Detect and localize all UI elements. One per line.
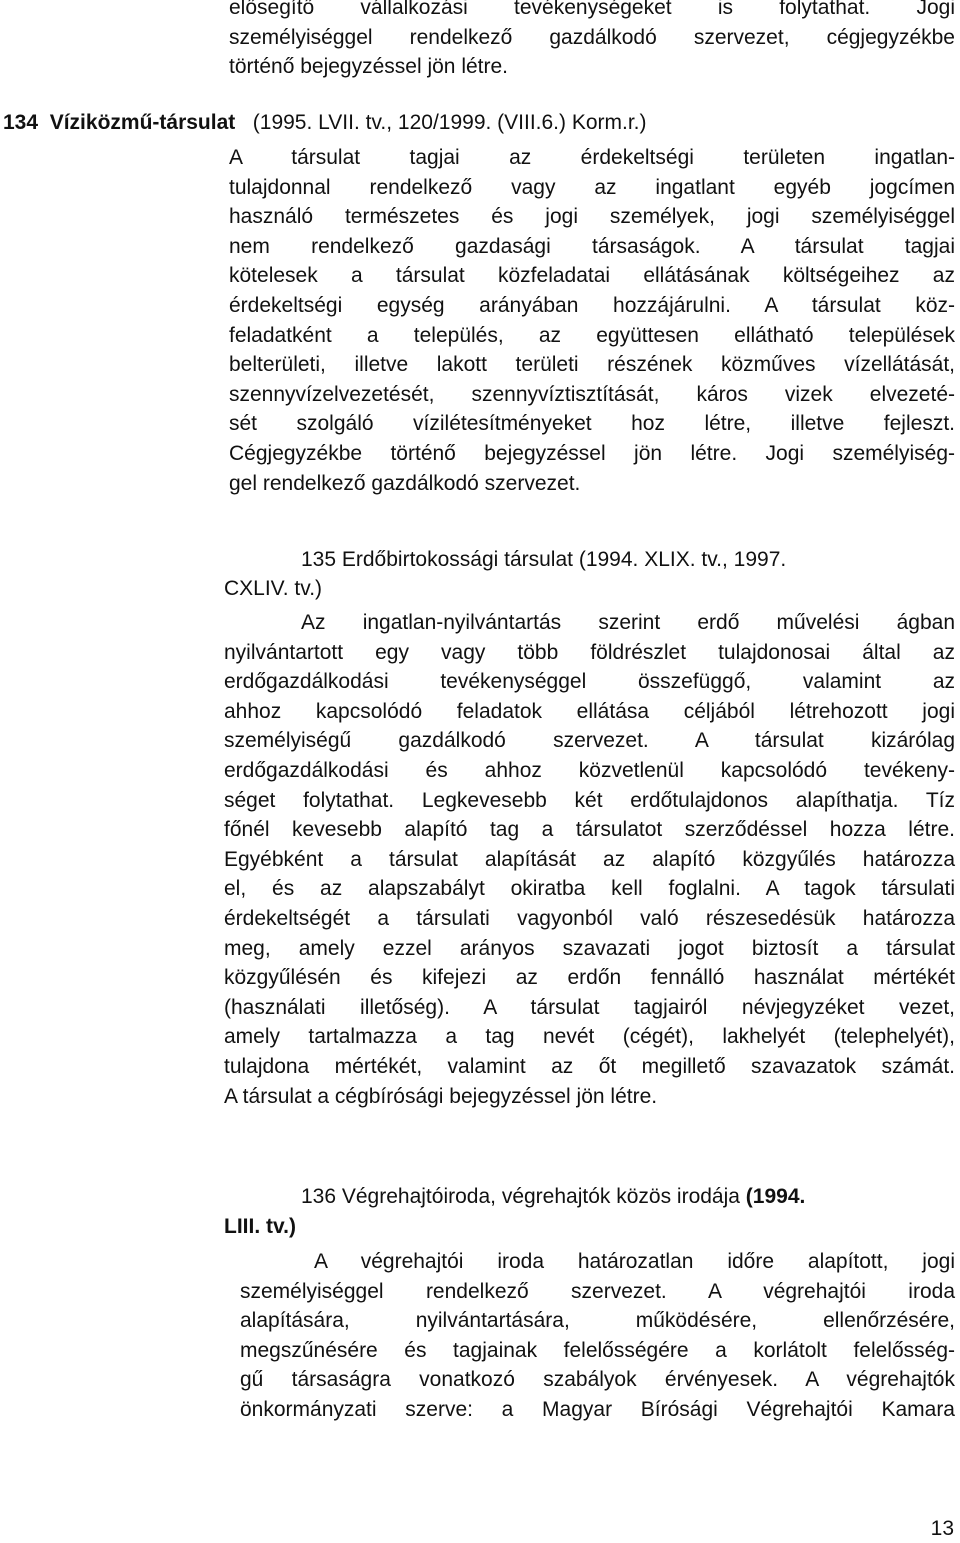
section-title: 136 Végrehajtóiroda, végrehajtók közös irodája: [301, 1185, 746, 1208]
body-line: A társulat a cégbírósági bejegyzéssel jön létre.: [224, 1084, 658, 1108]
intro-line: történő bejegyzéssel jön létre.: [229, 55, 508, 79]
body-line: meg, amely ezzel arányos szavazati jogot biztosít a társulat: [224, 936, 955, 960]
body-line: ahhoz kapcsolódó feladatok ellátása céljából létrehozott jogi: [224, 699, 955, 723]
body-line: gű társaságra vonatkozó szabályok érvényesek. A végrehajtók: [240, 1368, 955, 1392]
body-line: (használati illetőség). A társulat tagjairól névjegyzéket vezet,: [224, 995, 955, 1019]
intro-line: személyiséggel rendelkező gazdálkodó szervezet, cégjegyzékbe: [229, 25, 955, 49]
section-reference: (1995. LVII. tv., 120/1999. (VIII.6.) Korm.r.): [252, 111, 647, 134]
body-line: kötelesek a társulat közfeladatai ellátásának költségeihez az: [229, 264, 955, 288]
body-line: szennyvízelvezetését, szennyvíztisztítását, káros vizek elvezeté-: [229, 382, 955, 406]
body-line: személyiségű gazdálkodó szervezet. A társulat kizárólag: [224, 729, 955, 753]
body-line: érdekeltségi egység arányában hozzájárulni. A társulat köz-: [229, 294, 955, 317]
body-line: el, és az alapszabályt okiratba kell foglalni. A tagok társulati: [224, 877, 955, 901]
intro-line: elősegítő vállalkozási tevékenységeket is folytathat. Jogi: [229, 0, 955, 19]
body-line: önkormányzati szerve: a Magyar Bírósági Végrehajtói Kamara: [240, 1398, 955, 1421]
section-number: 134: [3, 111, 39, 134]
body-line: megszűnésére és tagjainak felelősségére a korlátolt felelősség-: [240, 1338, 955, 1362]
body-line: belterületi, illetve lakott területi részének közműves vízellátását,: [229, 353, 955, 377]
body-line: személyiséggel rendelkező szervezet. A végrehajtói iroda: [240, 1279, 955, 1303]
body-line: amely tartalmazza a tag nevét (cégét), lakhelyét (telephelyét),: [224, 1025, 955, 1049]
body-line: nem rendelkező gazdasági társaságok. A társulat tagjai: [229, 234, 955, 258]
body-line: Egyébként a társulat alapítását az alapító közgyűlés határozza: [224, 847, 955, 871]
page-number: 13: [930, 1517, 954, 1540]
body-line: tulajdona mértékét, valamint az őt megillető szavazatok számát.: [224, 1055, 955, 1078]
body-line: A végrehajtói iroda határozatlan időre alapított, jogi: [314, 1250, 955, 1273]
body-line: gel rendelkező gazdálkodó szervezet.: [229, 471, 581, 495]
body-line: nyilvántartott egy vagy több földrészlet tulajdonosai által az: [224, 640, 955, 664]
body-line: erdőgazdálkodási tevékenységgel összefüggő, valamint az: [224, 670, 955, 694]
body-line: sét szolgáló vízilétesítményeket hoz létre, illetve fejleszt.: [229, 412, 955, 436]
body-line: erdőgazdálkodási és ahhoz közvetlenül kapcsolódó tevékeny-: [224, 759, 955, 782]
body-line: tulajdonnal rendelkező vagy az ingatlant egyéb jogcímen: [229, 175, 955, 199]
section-134-heading: [3, 108, 647, 138]
body-line: Cégjegyzékbe történő bejegyzéssel jön létre. Jogi személyiség-: [229, 442, 955, 465]
body-line: főnél kevesebb alapító tag a társulatot szerződéssel hozza létre.: [224, 818, 955, 842]
body-line: érdekeltségét a társulati vagyonból való részesedésük határozza: [224, 907, 955, 930]
body-line: A társulat tagjai az érdekeltségi területen ingatlan-: [229, 146, 955, 169]
body-line: közgyűlésén és kifejezi az erdőn fennálló használat mértékét: [224, 966, 955, 990]
section-title: Víziközmű-társulat: [49, 111, 236, 134]
body-line: használó természetes és jogi személyek, jogi személyiséggel: [229, 205, 955, 229]
section-reference: (1994.: [745, 1185, 806, 1208]
body-line: Az ingatlan-nyilvántartás szerint erdő művelési ágban: [301, 611, 955, 634]
section-135-heading: 135 Erdőbirtokossági társulat (1994. XLIX. tv., 1997.: [301, 548, 787, 571]
section-135-heading-cont: CXLIV. tv.): [224, 577, 323, 600]
body-line: séget folytathat. Legkevesebb két erdőtulajdonos alapíthatja. Tíz: [224, 788, 955, 812]
section-136-heading-cont: LIII. tv.): [224, 1215, 296, 1238]
body-line: feladatként a település, az együttesen ellátható települések: [229, 323, 955, 347]
section-136-heading: [301, 1182, 805, 1212]
body-line: alapítására, nyilvántartására, működésére, ellenőrzésére,: [240, 1309, 955, 1333]
